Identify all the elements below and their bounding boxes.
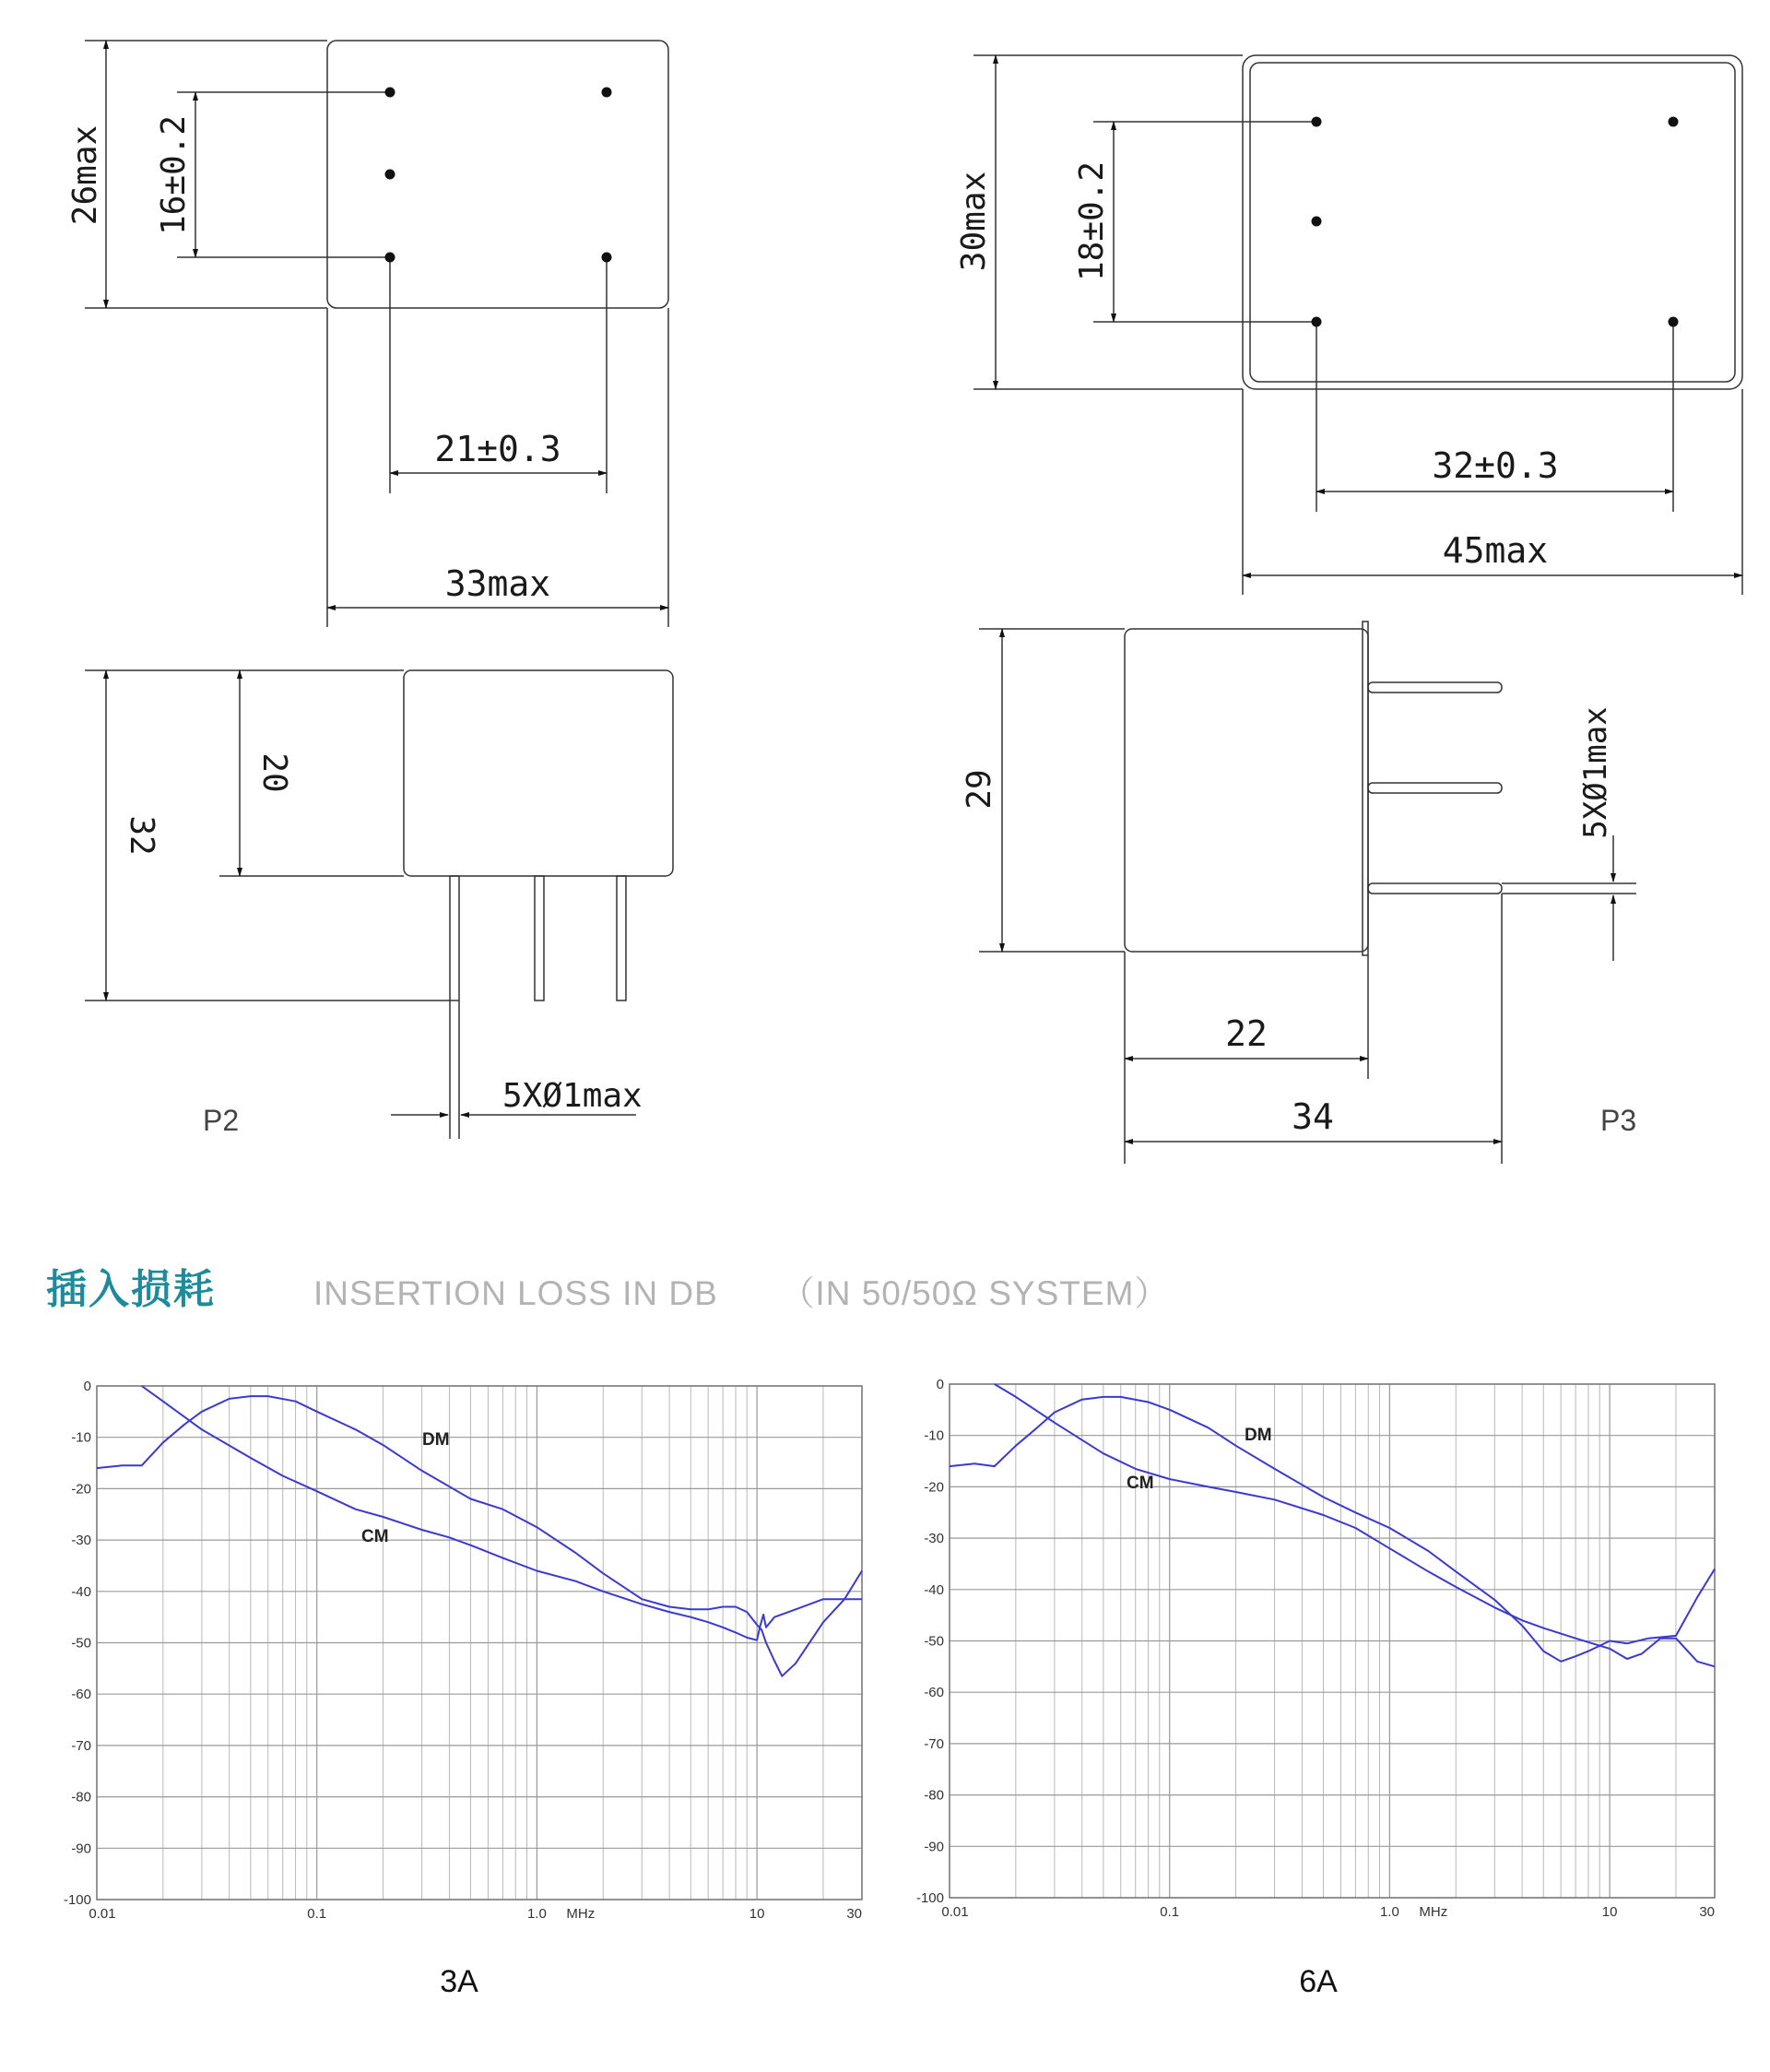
y-tick-label: 0 [83, 1379, 91, 1394]
p3-pin [1312, 317, 1322, 327]
p3-pin-col-spacing-label: 32±0.3 [1432, 445, 1559, 486]
p2-pin [385, 253, 395, 263]
y-tick-label: -90 [71, 1841, 91, 1857]
p2-width-max-label: 33max [444, 563, 551, 604]
chart-grid [97, 1386, 862, 1900]
p2-side-pin [450, 876, 459, 1000]
x-tick-label: 0.1 [307, 1906, 327, 1922]
y-tick-label: -30 [71, 1533, 91, 1549]
series-label-cm: CM [1127, 1474, 1154, 1493]
p3-top-inner-outline [1250, 63, 1735, 382]
chart-caption: 3A [440, 1964, 478, 1999]
section-title-cn: 插入损耗 [46, 1266, 216, 1313]
p2-pins [385, 88, 612, 263]
p3-body-height-label: 29 [961, 769, 998, 810]
x-tick-label: 0.01 [941, 1904, 969, 1920]
p3-total-depth-label: 34 [1292, 1096, 1334, 1137]
y-tick-label: -100 [915, 1890, 944, 1906]
x-tick-label: 1.0 [526, 1906, 547, 1922]
p3-side-pin [1368, 883, 1502, 894]
p2-side-pin [535, 876, 544, 1000]
y-tick-label: -70 [71, 1737, 91, 1754]
p3-width-max-label: 45max [1442, 530, 1549, 571]
p3-pin [1669, 317, 1679, 327]
p2-pin [385, 170, 395, 180]
x-tick-label: 0.01 [88, 1906, 116, 1922]
x-tick-label: 30 [1699, 1904, 1715, 1920]
chart-caption: 6A [1299, 1964, 1338, 1999]
y-tick-label: -20 [924, 1479, 944, 1496]
p2-body-height-label: 20 [255, 752, 293, 793]
x-unit-label: MHz [566, 1906, 596, 1922]
series-label-dm: DM [1245, 1426, 1272, 1445]
x-unit-label: MHz [1419, 1904, 1448, 1920]
p2-side-pin [617, 876, 626, 1000]
series-line-cm [995, 1384, 1715, 1666]
p3-side-pin [1368, 682, 1502, 693]
p2-pin [602, 88, 612, 98]
y-tick-label: -50 [71, 1635, 91, 1652]
series-label-cm: CM [361, 1527, 389, 1546]
p3-pin-row-spacing-label: 18±0.2 [1073, 160, 1111, 282]
p2-pin-row-spacing-label: 16±0.2 [155, 114, 193, 236]
y-tick-label: -40 [71, 1583, 91, 1600]
y-tick-label: -80 [71, 1789, 91, 1806]
p2-height-max-label: 26max [66, 124, 104, 226]
y-tick-label: -40 [924, 1581, 944, 1598]
y-tick-label: -10 [71, 1429, 91, 1446]
p2-side-outline [404, 670, 673, 876]
p2-total-height-label: 32 [123, 815, 160, 856]
y-tick-label: 0 [936, 1377, 944, 1392]
x-tick-label: 0.1 [1160, 1904, 1180, 1920]
x-tick-label: 30 [846, 1906, 862, 1922]
p2-pin [385, 88, 395, 98]
p3-side-outline [1125, 629, 1368, 952]
insertion-loss-chart-3a [64, 1379, 862, 1999]
y-tick-label: -80 [924, 1787, 944, 1804]
y-tick-label: -100 [63, 1892, 91, 1908]
p3-pins [1312, 117, 1679, 327]
y-tick-label: -20 [71, 1481, 91, 1498]
p3-side-pin [1368, 783, 1502, 793]
p2-pin [602, 253, 612, 263]
y-tick-label: -60 [924, 1685, 944, 1701]
p3-side-view [979, 622, 1636, 1164]
system-note: （IN 50/50Ω SYSTEM） [780, 1274, 1170, 1312]
p2-pin-col-spacing-label: 21±0.3 [434, 429, 561, 469]
p2-label: P2 [203, 1104, 240, 1137]
x-tick-label: 10 [1601, 1904, 1618, 1920]
p3-height-max-label: 30max [955, 171, 993, 272]
y-tick-label: -10 [924, 1427, 944, 1444]
title-en: INSERTION LOSS IN DB [313, 1274, 718, 1312]
p3-pin [1669, 117, 1679, 127]
p3-body-depth-label: 22 [1225, 1013, 1268, 1054]
p3-pin [1312, 117, 1322, 127]
series-label-dm: DM [422, 1430, 450, 1450]
x-tick-label: 10 [749, 1906, 765, 1922]
y-tick-label: -60 [71, 1687, 91, 1703]
series-line-cm [142, 1386, 862, 1640]
y-tick-label: -30 [924, 1531, 944, 1547]
x-tick-label: 1.0 [1379, 1904, 1399, 1920]
p3-pin [1312, 217, 1322, 227]
y-tick-label: -50 [924, 1633, 944, 1650]
y-tick-label: -70 [924, 1735, 944, 1752]
p3-top-view [974, 55, 1742, 595]
p3-pin-dia-label: 5XØ1max [1577, 706, 1614, 839]
p3-label: P3 [1600, 1104, 1637, 1137]
p3-side-flange [1363, 622, 1368, 955]
p2-side-view [85, 670, 673, 1139]
chart-grid [950, 1384, 1715, 1898]
p2-top-outline [327, 41, 668, 308]
y-tick-label: -90 [924, 1839, 944, 1855]
p2-pin-dia-label: 5XØ1max [502, 1077, 643, 1115]
insertion-loss-chart-6a [916, 1377, 1715, 1999]
